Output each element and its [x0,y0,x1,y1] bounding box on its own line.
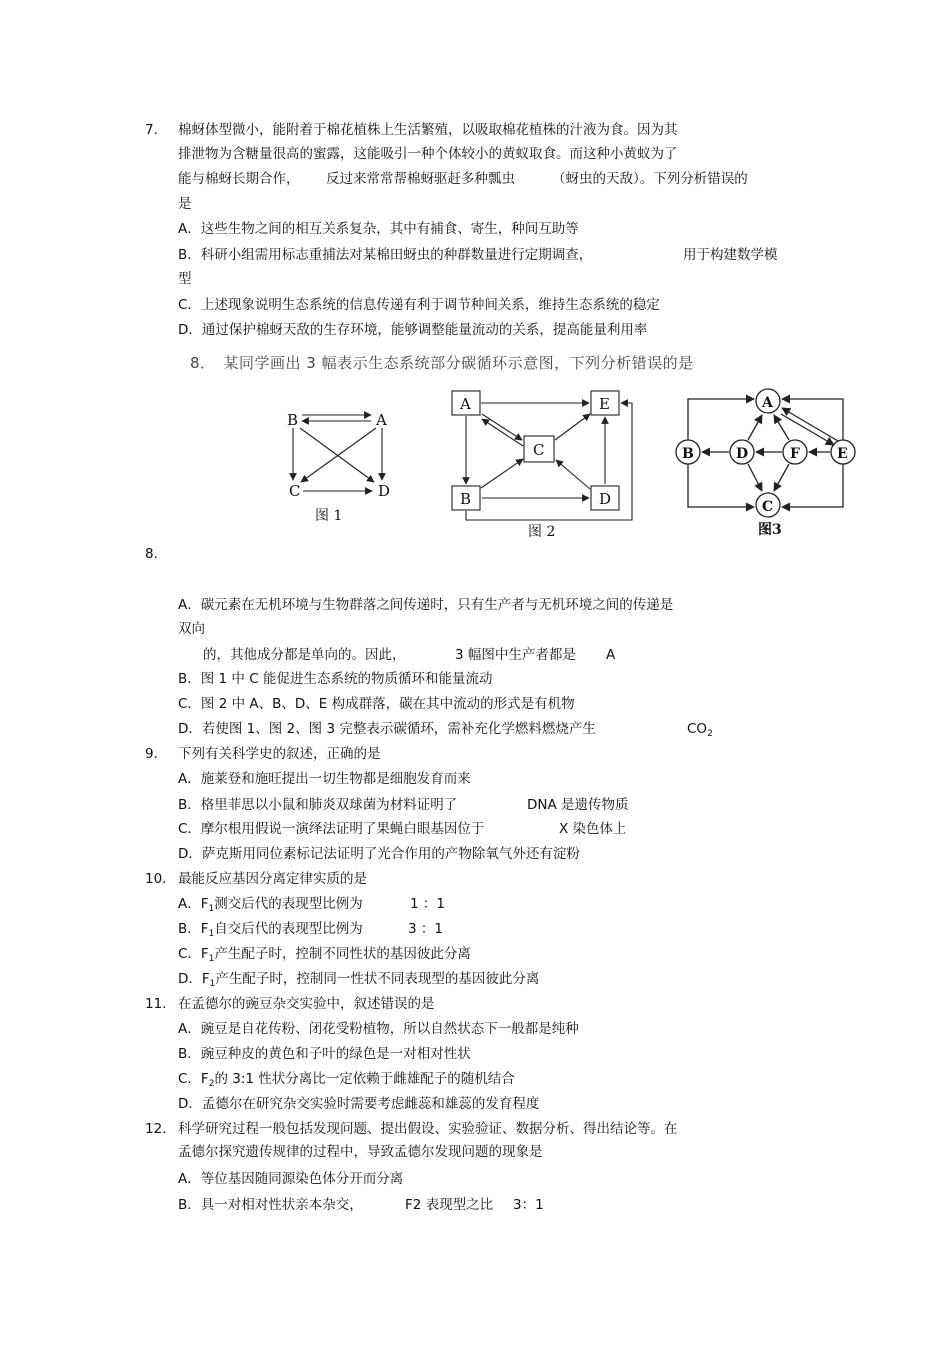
q8-figures [270,380,870,545]
q11-c-label: C．F [178,1071,209,1087]
q7-number: 7. [145,122,158,138]
q7-stem-line4: 是 [178,196,192,212]
fig2-node-c: C [533,441,545,459]
q10-option-a-ratio: 1 ：1 [410,896,445,912]
q11-option-a: A．豌豆是自花传粉、闭花受粉植物，所以自然状态下一般都是纯种 [178,1021,579,1037]
q7-stem-line1: 棉蚜体型微小，能附着于棉花植株上生活繁殖，以吸取棉花植株的汁液为食。因为其 [178,122,678,138]
q11-c-text: 的 3:1 性状分离比一定依赖于雌雄配子的随机结合 [214,1071,515,1087]
q7-option-d: D．通过保护棉蚜天敌的生存环境，能够调整能量流动的关系，提高能量利用率 [178,322,648,338]
q10-c-label: C．F [178,946,209,962]
fig3-node-a: A [762,395,773,411]
fig3-node-c: C [762,499,774,515]
q10-d-text: 产生配子时，控制同一性状不同表现型的基因彼此分离 [215,971,540,987]
q7-stem-line3 [178,170,300,188]
q9-option-b: B．格里菲思以小鼠和肺炎双球菌为材料证明了 [178,797,458,813]
q9-option-c-part2: X 染色体上 [559,821,627,837]
q12-stem-line1: 科学研究过程一般包括发现问题、提出假设、实验验证、数据分析、得出结论等。在 [178,1121,678,1137]
q9-number: 9. [145,746,158,762]
fig1-node-a: A [376,411,387,429]
q7-option-a: A．这些生物之间的相互关系复杂，其中有捕食、寄生，种间互助等 [178,221,579,237]
q10-d-label: D．F [178,971,210,987]
q7-option-b-part2: 用于构建数学模 [683,247,778,263]
q7-option-b: B．科研小组需用标志重捕法对某棉田蚜虫的种群数量进行定期调查， [178,247,593,263]
q11-option-c [178,1070,515,1093]
q10-b-text: 自交后代的表现型比例为 [214,921,363,937]
q7-option-c: C．上述现象说明生态系统的信息传递有利于调节种间关系，维持生态系统的稳定 [178,297,660,313]
q12-stem-line2: 孟德尔探究遗传规律的过程中，导致孟德尔发现问题的现象是 [178,1144,543,1160]
q8-option-a-line3-part2: 3 幅图中生产者都是 [455,647,576,663]
fig3-node-b: B [682,446,694,462]
q7-option-b-part3: 型 [178,271,192,287]
q7-stem-line3-part2: 反过来常常帮棉蚜驱赶多种瓢虫 [326,171,515,187]
fig1-node-c: C [289,482,301,500]
fig2-node-b: B [460,490,472,508]
q12-option-b-part2: F2 表现型之比 [405,1197,494,1213]
q10-option-b [178,920,363,943]
q11-number: 11. [145,996,167,1012]
q10-a-sub: 1 [208,904,215,914]
q11-stem: 在孟德尔的豌豆杂交实验中，叙述错误的是 [178,996,435,1012]
q10-number: 10. [145,871,167,887]
fig1-node-b: B [287,411,299,429]
figure-1 [287,411,390,524]
q12-number: 12. [145,1121,167,1137]
q9-option-a: A．施莱登和施旺提出一切生物都是细胞发育而来 [178,771,471,787]
fig3-node-e: E [837,446,848,462]
q9-option-c: C．摩尔根用假说一演绎法证明了果蝇白眼基因位于 [178,821,485,837]
fig3-caption: 图3 [758,522,782,538]
fig2-node-d: D [599,490,612,508]
q10-c-sub: 1 [208,954,215,964]
q10-c-text: 产生配子时，控制不同性状的基因彼此分离 [214,946,471,962]
fig2-caption: 图 2 [528,524,556,540]
q11-option-d: D．孟德尔在研究杂交实验时需要考虑雌蕊和雄蕊的发育程度 [178,1096,540,1112]
fig2-node-e: E [599,395,610,413]
q10-a-label: A．F [178,896,209,912]
q8-title: 8． 某同学画出 3 幅表示生态系统部分碳循环示意图，下列分析错误的是 [190,354,694,372]
q7-stem-line3-part1: 能与棉蚜长期合作， [178,171,300,187]
q11-c-sub: 2 [208,1079,215,1089]
q9-option-b-part2: DNA 是遗传物质 [527,797,629,813]
q10-a-text: 测交后代的表现型比例为 [214,896,363,912]
q10-d-sub: 1 [209,979,216,989]
q10-option-c [178,945,471,968]
q12-option-a: A．等位基因随同源染色体分开而分离 [178,1171,404,1187]
co2-text: CO [687,721,708,737]
q11-option-b: B．豌豆种皮的黄色和子叶的绿色是一对相对性状 [178,1046,471,1062]
q8-option-b: B．图 1 中 C 能促进生态系统的物质循环和能量流动 [178,671,493,687]
q9-stem: 下列有关科学史的叙述，正确的是 [178,746,381,762]
fig1-caption: 图 1 [315,508,343,524]
q10-stem: 最能反应基因分离定律实质的是 [178,871,367,887]
figure-2 [452,391,632,540]
fig1-node-d: D [378,482,391,500]
q7-stem-line3-part3: （蚜虫的天敌）。下列分析错误的 [552,171,748,187]
q8-option-a-line2: 双向 [178,621,205,637]
q7-stem-line2: 排泄物为含糖量很高的蜜露，这能吸引一种个体较小的黄蚁取食。而这种小黄蚁为了 [178,146,678,162]
q8-option-a: A．碳元素在无机环境与生物群落之间传递时，只有生产者与无机环境之间的传递是 [178,597,674,613]
q8-option-d: D．若使图 1、图 2、图 3 完整表示碳循环，需补充化学燃料燃烧产生 [178,721,596,737]
q10-option-d [178,970,539,993]
q10-b-sub: 1 [208,929,215,939]
q10-option-b-ratio: 3 ：1 [408,921,443,937]
fig2-node-a: A [460,395,471,413]
q8-number: 8. [145,546,158,562]
figure-3 [676,389,855,538]
q10-option-a [178,895,363,918]
q8-option-c: C．图 2 中 A、B、D、E 构成群落，碳在其中流动的形式是有机物 [178,696,575,712]
co2-subscript: 2 [707,729,713,739]
q12-option-b-part3: 3：1 [513,1197,544,1213]
q10-b-label: B．F [178,921,209,937]
fig3-node-f: F [790,446,800,462]
q9-option-d: D．萨克斯用同位素标记法证明了光合作用的产物除氧气外还有淀粉 [178,846,580,862]
q8-option-a-line3-part3: A [606,647,616,663]
q8-option-a-line3: 的，其他成分都是单向的。因此， [203,647,406,663]
q8-option-d-co2 [687,720,713,743]
q12-option-b: B．具一对相对性状亲本杂交， [178,1197,363,1213]
fig3-node-d: D [736,446,749,462]
